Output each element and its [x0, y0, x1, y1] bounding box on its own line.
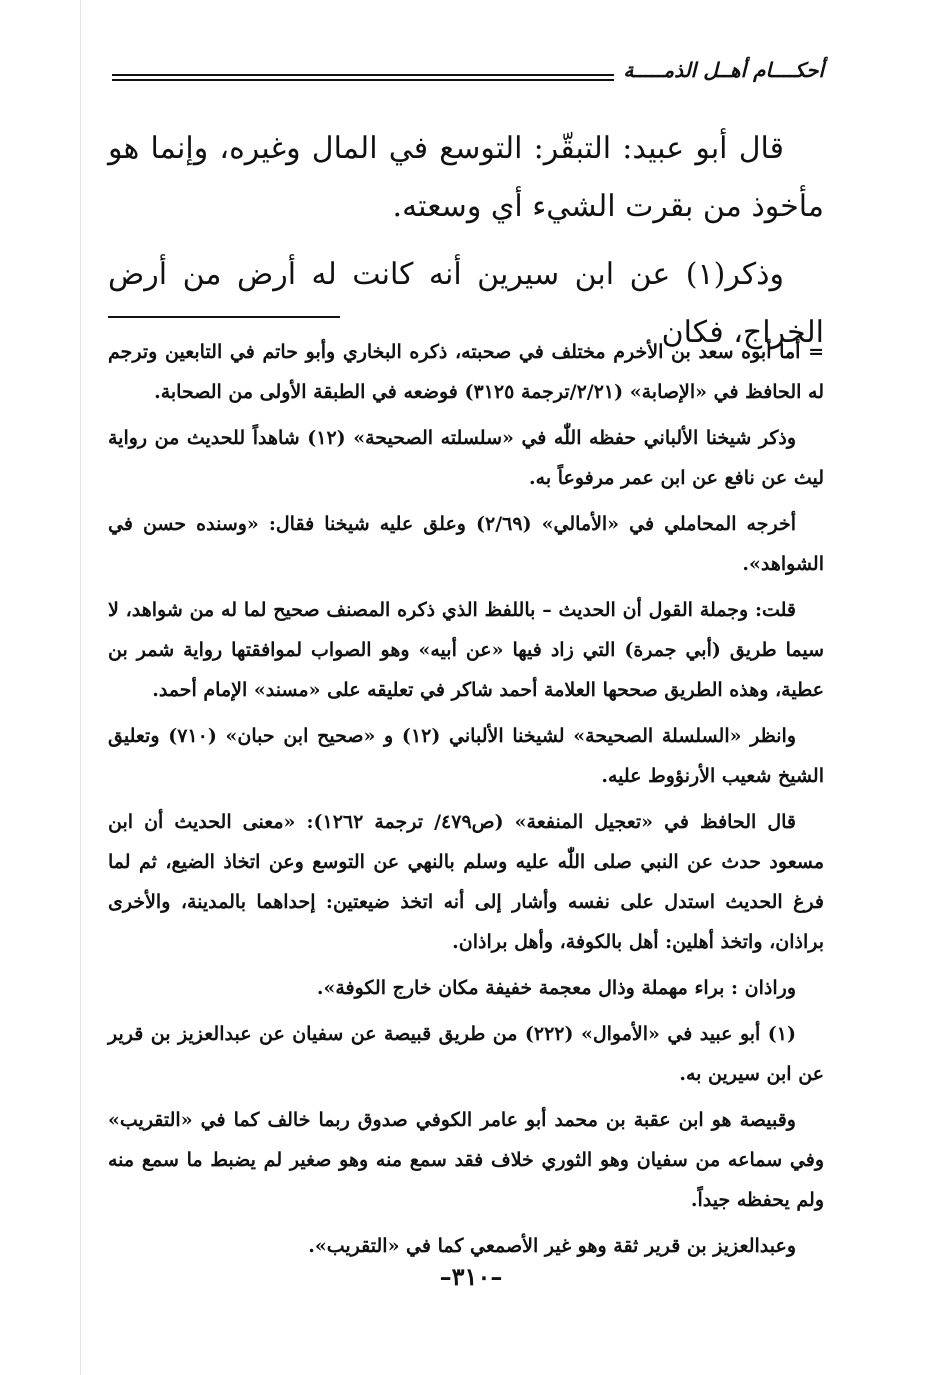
main-paragraph: قال أبو عبيد: التبقّر: التوسع في المال وغيره، وإنما هو مأخوذ من بقرت الشيء أي وسعته. [108, 131, 824, 224]
footnote-paragraph: وانظر «السلسلة الصحيحة» لشيخنا الألباني (١٢) و «صحيح ابن حبان» (٧١٠) وتعليق الشيخ شعيب الأرنؤوط عليه. [108, 725, 824, 787]
footnote-paragraph: وقبيصة هو ابن عقبة بن محمد أبو عامر الكوفي صدوق ربما خالف كما في «التقريب» وفي سماعه من سفيان وهو الثوري خلاف فقد سمع منه وهو صغير لم يضبط ما سمع منه ولم يحفظه جيداً. [108, 1109, 824, 1211]
header-double-rule [112, 74, 614, 81]
margin-line [80, 0, 81, 1375]
page-number: –٣١٠– [439, 1262, 503, 1291]
footnote-paragraph: قال الحافظ في «تعجيل المنفعة» (ص٤٧٩/ ترجمة ١٢٦٢): «معنى الحديث أن ابن مسعود حدث عن النبي صلى اللّٰه عليه وسلم بالنهي عن التوسع وعن اتخاذ الضيع، ثم لما فرغ الحديث استدل على نفسه وأشار إلى أنه اتخذ ضيعتين: إحداهما بالمدينة، والأخرى براذان، واتخذ أهلين: أهل بالكوفة، وأهل براذان. [108, 811, 824, 953]
footnote-paragraph: وذكر شيخنا الألباني حفظه اللّٰه في «سلسلته الصحيحة» (١٢) شاهداً للحديث من رواية ليث عن نافع عن ابن عمر مرفوعاً به. [108, 427, 824, 489]
footnote-paragraph: وعبدالعزيز بن قرير ثقة وهو غير الأصمعي كما في «التقريب». [308, 1235, 796, 1257]
footnote-paragraph: = أما أبوه سعد بن الأخرم مختلف في صحبته، ذكره البخاري وأبو حاتم في التابعين وترجم له الحافظ في «الإصابة» (٢/٢١/ترجمة ٣١٢٥) فوضعه في الطبقة الأولى من الصحابة. [108, 341, 824, 403]
footnotes [108, 332, 824, 1272]
running-header [112, 52, 824, 92]
footnote-separator [108, 316, 340, 318]
footnote-paragraph: وراذان : براء مهملة وذال معجمة خفيفة مكان خارج الكوفة». [316, 977, 796, 999]
header-title: أحكــــام أهــل الذمـــــة [617, 58, 824, 82]
footnote-paragraph: قلت: وجملة القول أن الحديث – باللفظ الذي ذكره المصنف صحيح لما له من شواهد، لا سيما طريق (أبي جمرة) التي زاد فيها «عن أبيه» وهو الصواب لموافقتها رواية شمر بن عطية، وهذه الطريق صححها العلامة أحمد شاكر في تعليقه على «مسند» الإمام أحمد. [108, 599, 824, 701]
footnote-paragraph: (١) أبو عبيد في «الأموال» (٢٢٢) من طريق قبيصة عن سفيان عن عبدالعزيز بن قرير عن ابن سيرين به. [108, 1023, 824, 1085]
footnote-paragraph: أخرجه المحاملي في «الأمالي» (٢/٦٩) وعلق عليه شيخنا فقال: «وسنده حسن في الشواهد». [108, 513, 824, 575]
main-paragraph: وذكر(١) عن ابن سيرين أنه كانت له أرض من أرض الخراج، فكان [108, 257, 824, 350]
